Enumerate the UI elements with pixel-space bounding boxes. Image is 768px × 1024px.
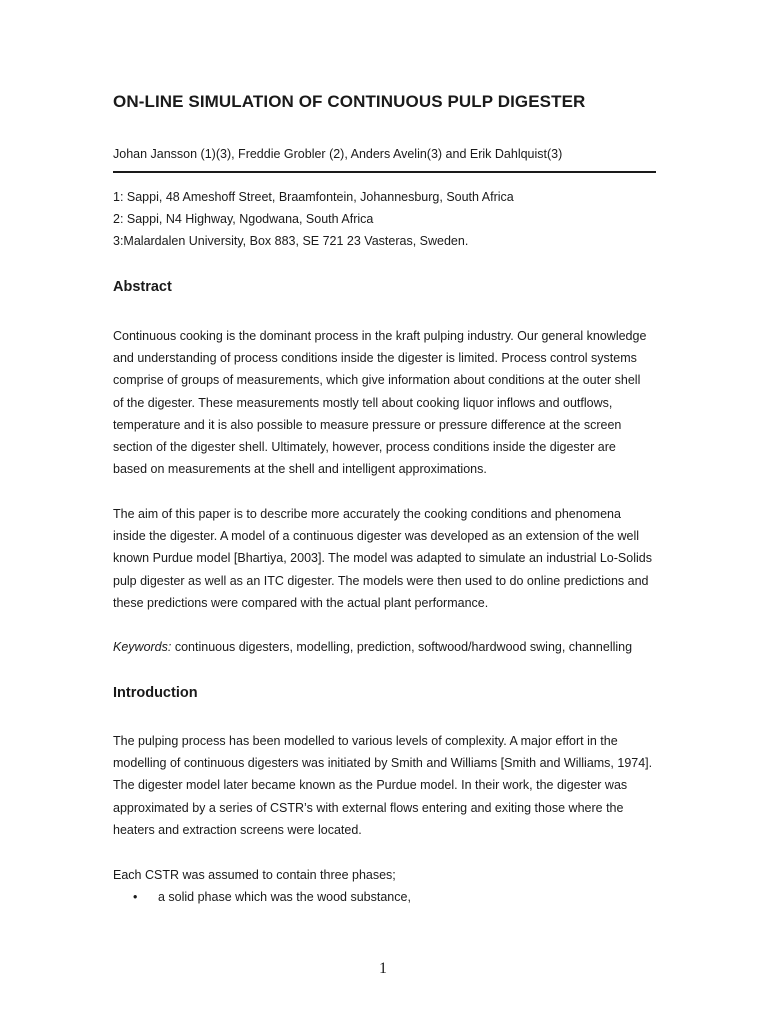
author-list: Johan Jansson (1)(3), Freddie Grobler (2), Anders Avelin(3) and Erik Dahlquist(3) [113,147,563,161]
text-line: pulp digester as well as an ITC digester. The models were then used to do online predictions and [113,573,649,588]
text-line: known Purdue model [Bhartiya, 2003]. The model was adapted to simulate an industrial Lo-Solids [113,551,652,566]
text-line: section of the digester shell. Ultimately, however, process conditions inside the digester are [113,440,616,455]
introduction-paragraph-1 [113,730,658,841]
keywords-text: continuous digesters, modelling, prediction, softwood/hardwood swing, channelling [171,640,633,654]
keywords-line [113,640,632,654]
page-number: 1 [379,960,387,977]
introduction-paragraph-2: Each CSTR was assumed to contain three phases; [113,868,396,882]
keywords-label: Keywords: [113,640,172,654]
text-line: and understanding of process conditions inside the digester is limited. Process control systems [113,351,637,366]
header-divider [113,171,656,173]
text-line: Continuous cooking is the dominant process in the kraft pulping industry. Our general knowledge [113,329,647,343]
list-item-text: a solid phase which was the wood substance, [158,890,411,904]
affiliation-2: 2: Sappi, N4 Highway, Ngodwana, South Africa [113,212,374,226]
bullet-icon: • [133,890,138,904]
text-line: based on measurements at the shell and intelligent approximations. [113,462,487,477]
affiliation-1: 1: Sappi, 48 Ameshoff Street, Braamfontein, Johannesburg, South Africa [113,190,514,204]
text-line: The pulping process has been modelled to various levels of complexity. A major effort in the [113,734,618,748]
abstract-paragraph-2 [113,503,658,614]
abstract-heading: Abstract [113,279,172,295]
text-line: The digester model later became known as the Purdue model. In their work, the digester was [113,778,628,793]
text-line: inside the digester. A model of a continuous digester was developed as an extension of the well [113,529,640,544]
affiliation-3: 3:Malardalen University, Box 883, SE 721 23 Vasteras, Sweden. [113,234,469,248]
text-line: comprise of groups of measurements, which give information about conditions at the outer shell [113,373,641,388]
text-line: The aim of this paper is to describe more accurately the cooking conditions and phenomena [113,507,621,521]
text-line: of the digester. These measurements mostly tell about cooking liquor inflows and outflows, [113,395,613,410]
abstract-paragraph-1 [113,325,658,480]
text-line: these predictions were compared with the actual plant performance. [113,595,489,610]
text-line: modelling of continuous digesters was initiated by Smith and Williams [Smith and Williams, 1974]. [113,756,653,771]
text-line: approximated by a series of CSTR’s with external flows entering and exiting those where the [113,800,624,815]
text-line: temperature and it is also possible to measure pressure or pressure difference at the screen [113,417,622,432]
introduction-heading: Introduction [113,685,198,701]
text-line: heaters and extraction screens were located. [113,822,362,837]
paper-title: ON-LINE SIMULATION OF CONTINUOUS PULP DIGESTER [113,92,586,111]
